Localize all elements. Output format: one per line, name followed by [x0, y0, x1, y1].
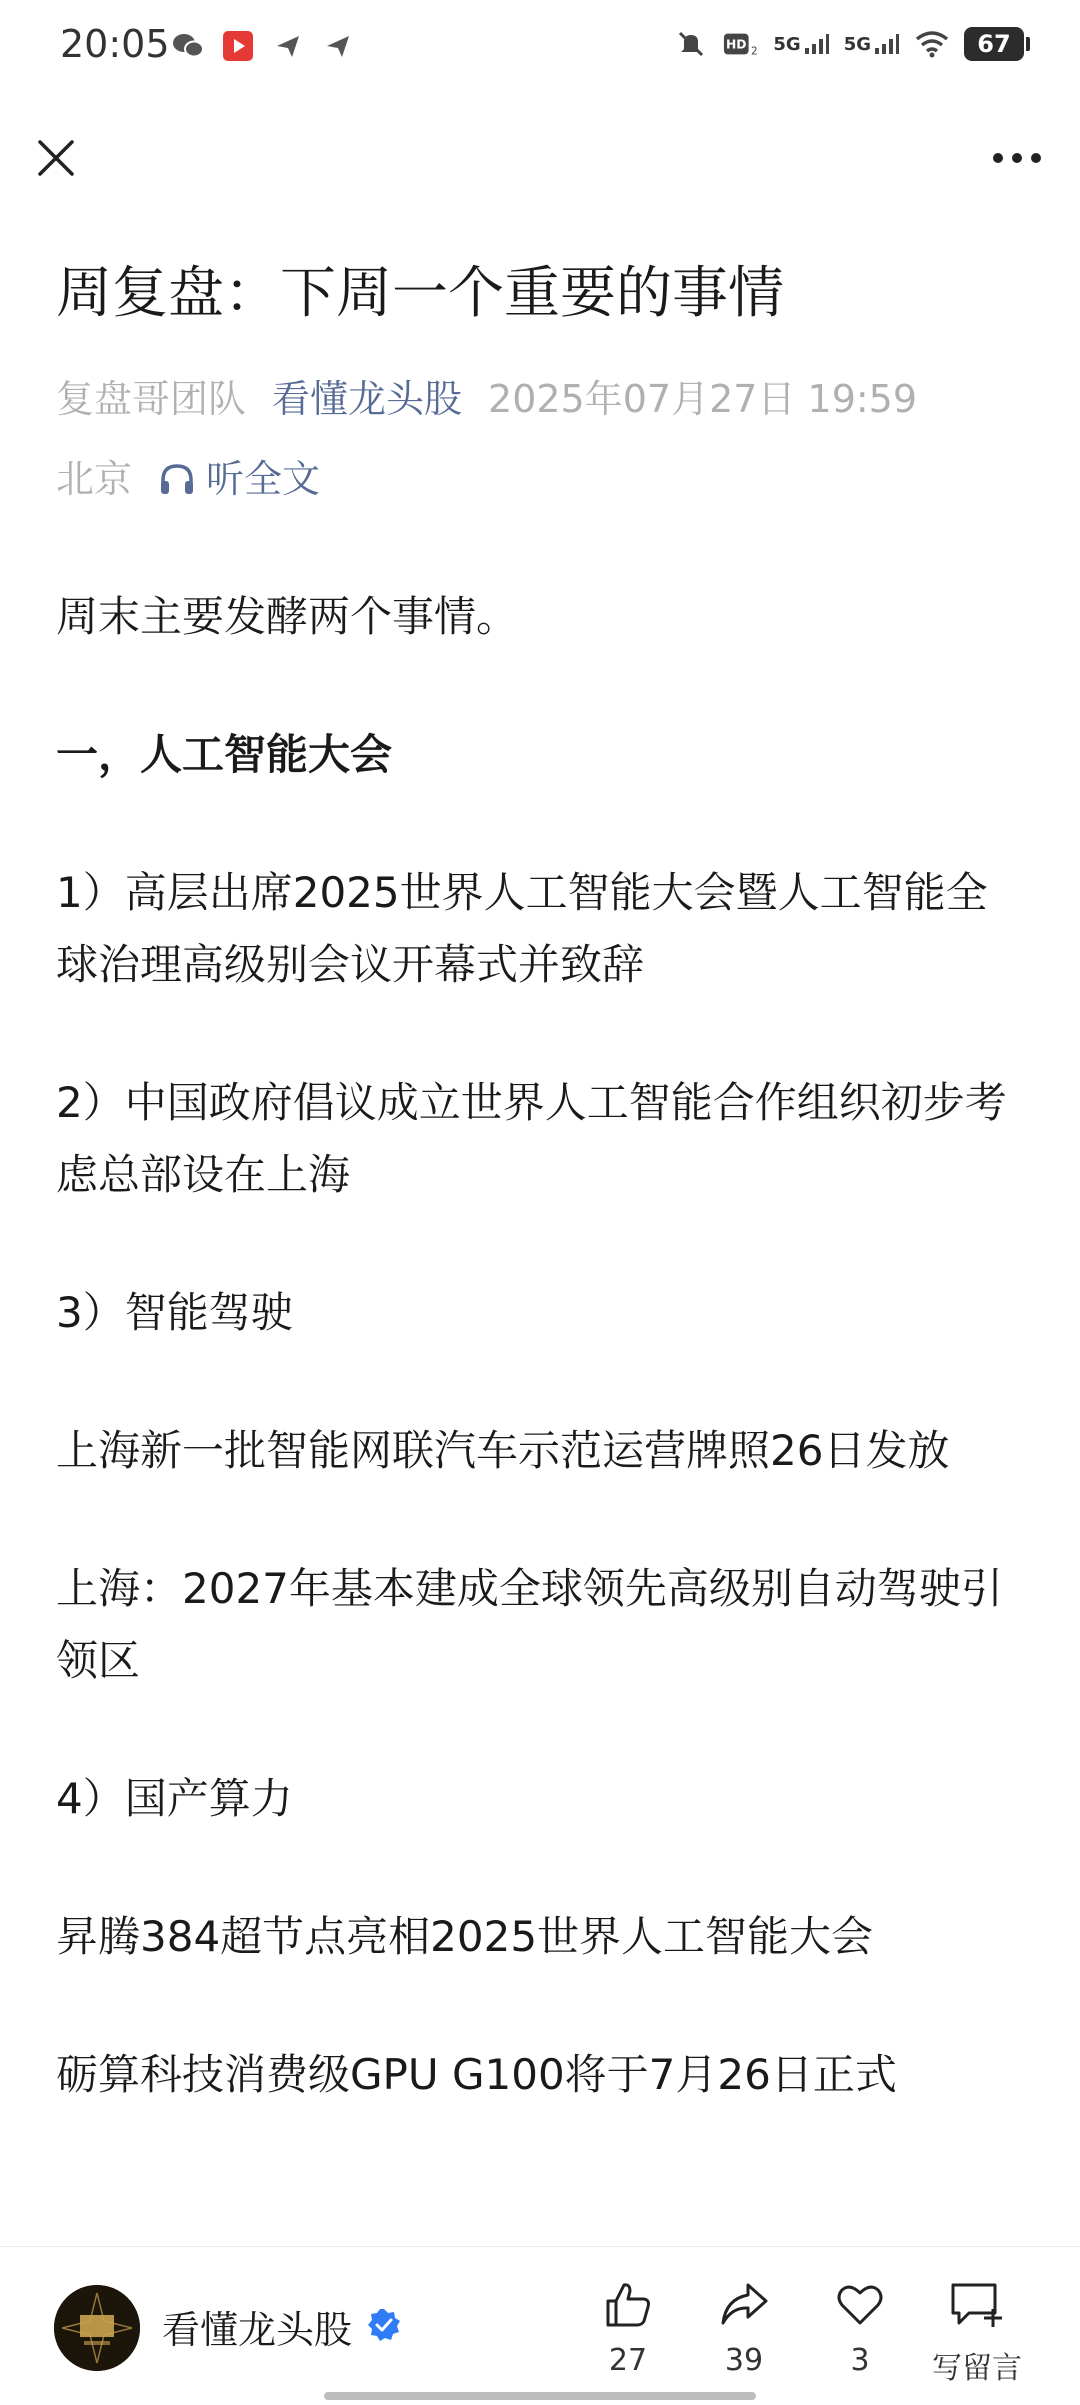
- close-button[interactable]: [28, 130, 84, 186]
- home-indicator[interactable]: [324, 2392, 756, 2400]
- svg-text:2: 2: [751, 45, 758, 58]
- verified-badge-icon: [366, 2307, 402, 2343]
- signal-icon-2: 5G: [844, 33, 900, 55]
- share-arrow-icon: [694, 2273, 794, 2337]
- paragraph: 2）中国政府倡议成立世界人工智能合作组织初步考虑总部设在上海: [56, 1077, 1007, 1199]
- bottom-action-bar: [0, 2246, 1080, 2405]
- listen-label: 听全文: [206, 456, 321, 501]
- article-author: 复盘哥团队: [56, 376, 247, 421]
- article-title: 周复盘：下周一个重要的事情: [56, 261, 784, 326]
- video-app-icon: [220, 28, 256, 64]
- like-count: 27: [608, 2343, 648, 2378]
- favorite-count: 3: [850, 2343, 870, 2378]
- publish-date: 2025年07月27日 19:59: [488, 376, 918, 421]
- location: 北京: [56, 456, 133, 501]
- heart-icon: [810, 2273, 910, 2337]
- write-comment-label: 写留言: [932, 2351, 1022, 2386]
- send-icon: [270, 28, 306, 64]
- more-options-button[interactable]: [982, 130, 1052, 186]
- section-heading: 一，人工智能大会: [56, 729, 393, 779]
- thumbs-up-icon: [578, 2273, 678, 2337]
- more-icon: [992, 152, 1042, 164]
- comment-add-icon: [922, 2273, 1032, 2337]
- paragraph: 4）国产算力: [56, 1773, 293, 1823]
- wifi-icon: [914, 26, 950, 62]
- mute-icon: [673, 26, 709, 62]
- status-bar: [0, 0, 1080, 96]
- article-body: [56, 581, 1026, 2111]
- like-button[interactable]: [578, 2273, 678, 2378]
- share-count: 39: [724, 2343, 764, 2378]
- paragraph: 3）智能驾驶: [56, 1287, 293, 1337]
- share-button[interactable]: [694, 2273, 794, 2378]
- headphones-icon: [158, 461, 196, 497]
- listen-full-text-button[interactable]: [158, 439, 346, 519]
- close-icon: [36, 138, 76, 178]
- avatar-logo: [54, 2285, 140, 2371]
- account-avatar[interactable]: [54, 2285, 140, 2371]
- send-icon-2: [320, 28, 356, 64]
- paragraph: 上海新一批智能网联汽车示范运营牌照26日发放: [56, 1425, 950, 1475]
- wechat-icon: [170, 28, 206, 64]
- bottom-account-name[interactable]: 看懂龙头股: [162, 2308, 353, 2352]
- battery-indicator: 67: [964, 27, 1024, 61]
- account-link[interactable]: 看懂龙头股: [272, 376, 463, 421]
- svg-text:HD: HD: [726, 37, 747, 52]
- status-time: 20:05: [60, 22, 170, 66]
- favorite-button[interactable]: [810, 2273, 910, 2378]
- hd-icon: [723, 26, 759, 62]
- paragraph: 砺算科技消费级GPU G100将于7月26日正式: [56, 2049, 897, 2099]
- paragraph: 昇腾384超节点亮相2025世界人工智能大会: [56, 1911, 874, 1961]
- article: [56, 258, 1026, 2177]
- paragraph: 1）高层出席2025世界人工智能大会暨人工智能全球治理高级别会议开幕式并致辞: [56, 867, 988, 989]
- system-icons: [673, 26, 1024, 62]
- notification-icons: [170, 28, 356, 64]
- write-comment-button[interactable]: [922, 2273, 1032, 2387]
- signal-icon-1: 5G: [773, 33, 829, 55]
- paragraph: 周末主要发酵两个事情。: [56, 591, 519, 641]
- paragraph: 上海：2027年基本建成全球领先高级别自动驾驶引领区: [56, 1563, 1003, 1685]
- article-meta: [56, 359, 1026, 519]
